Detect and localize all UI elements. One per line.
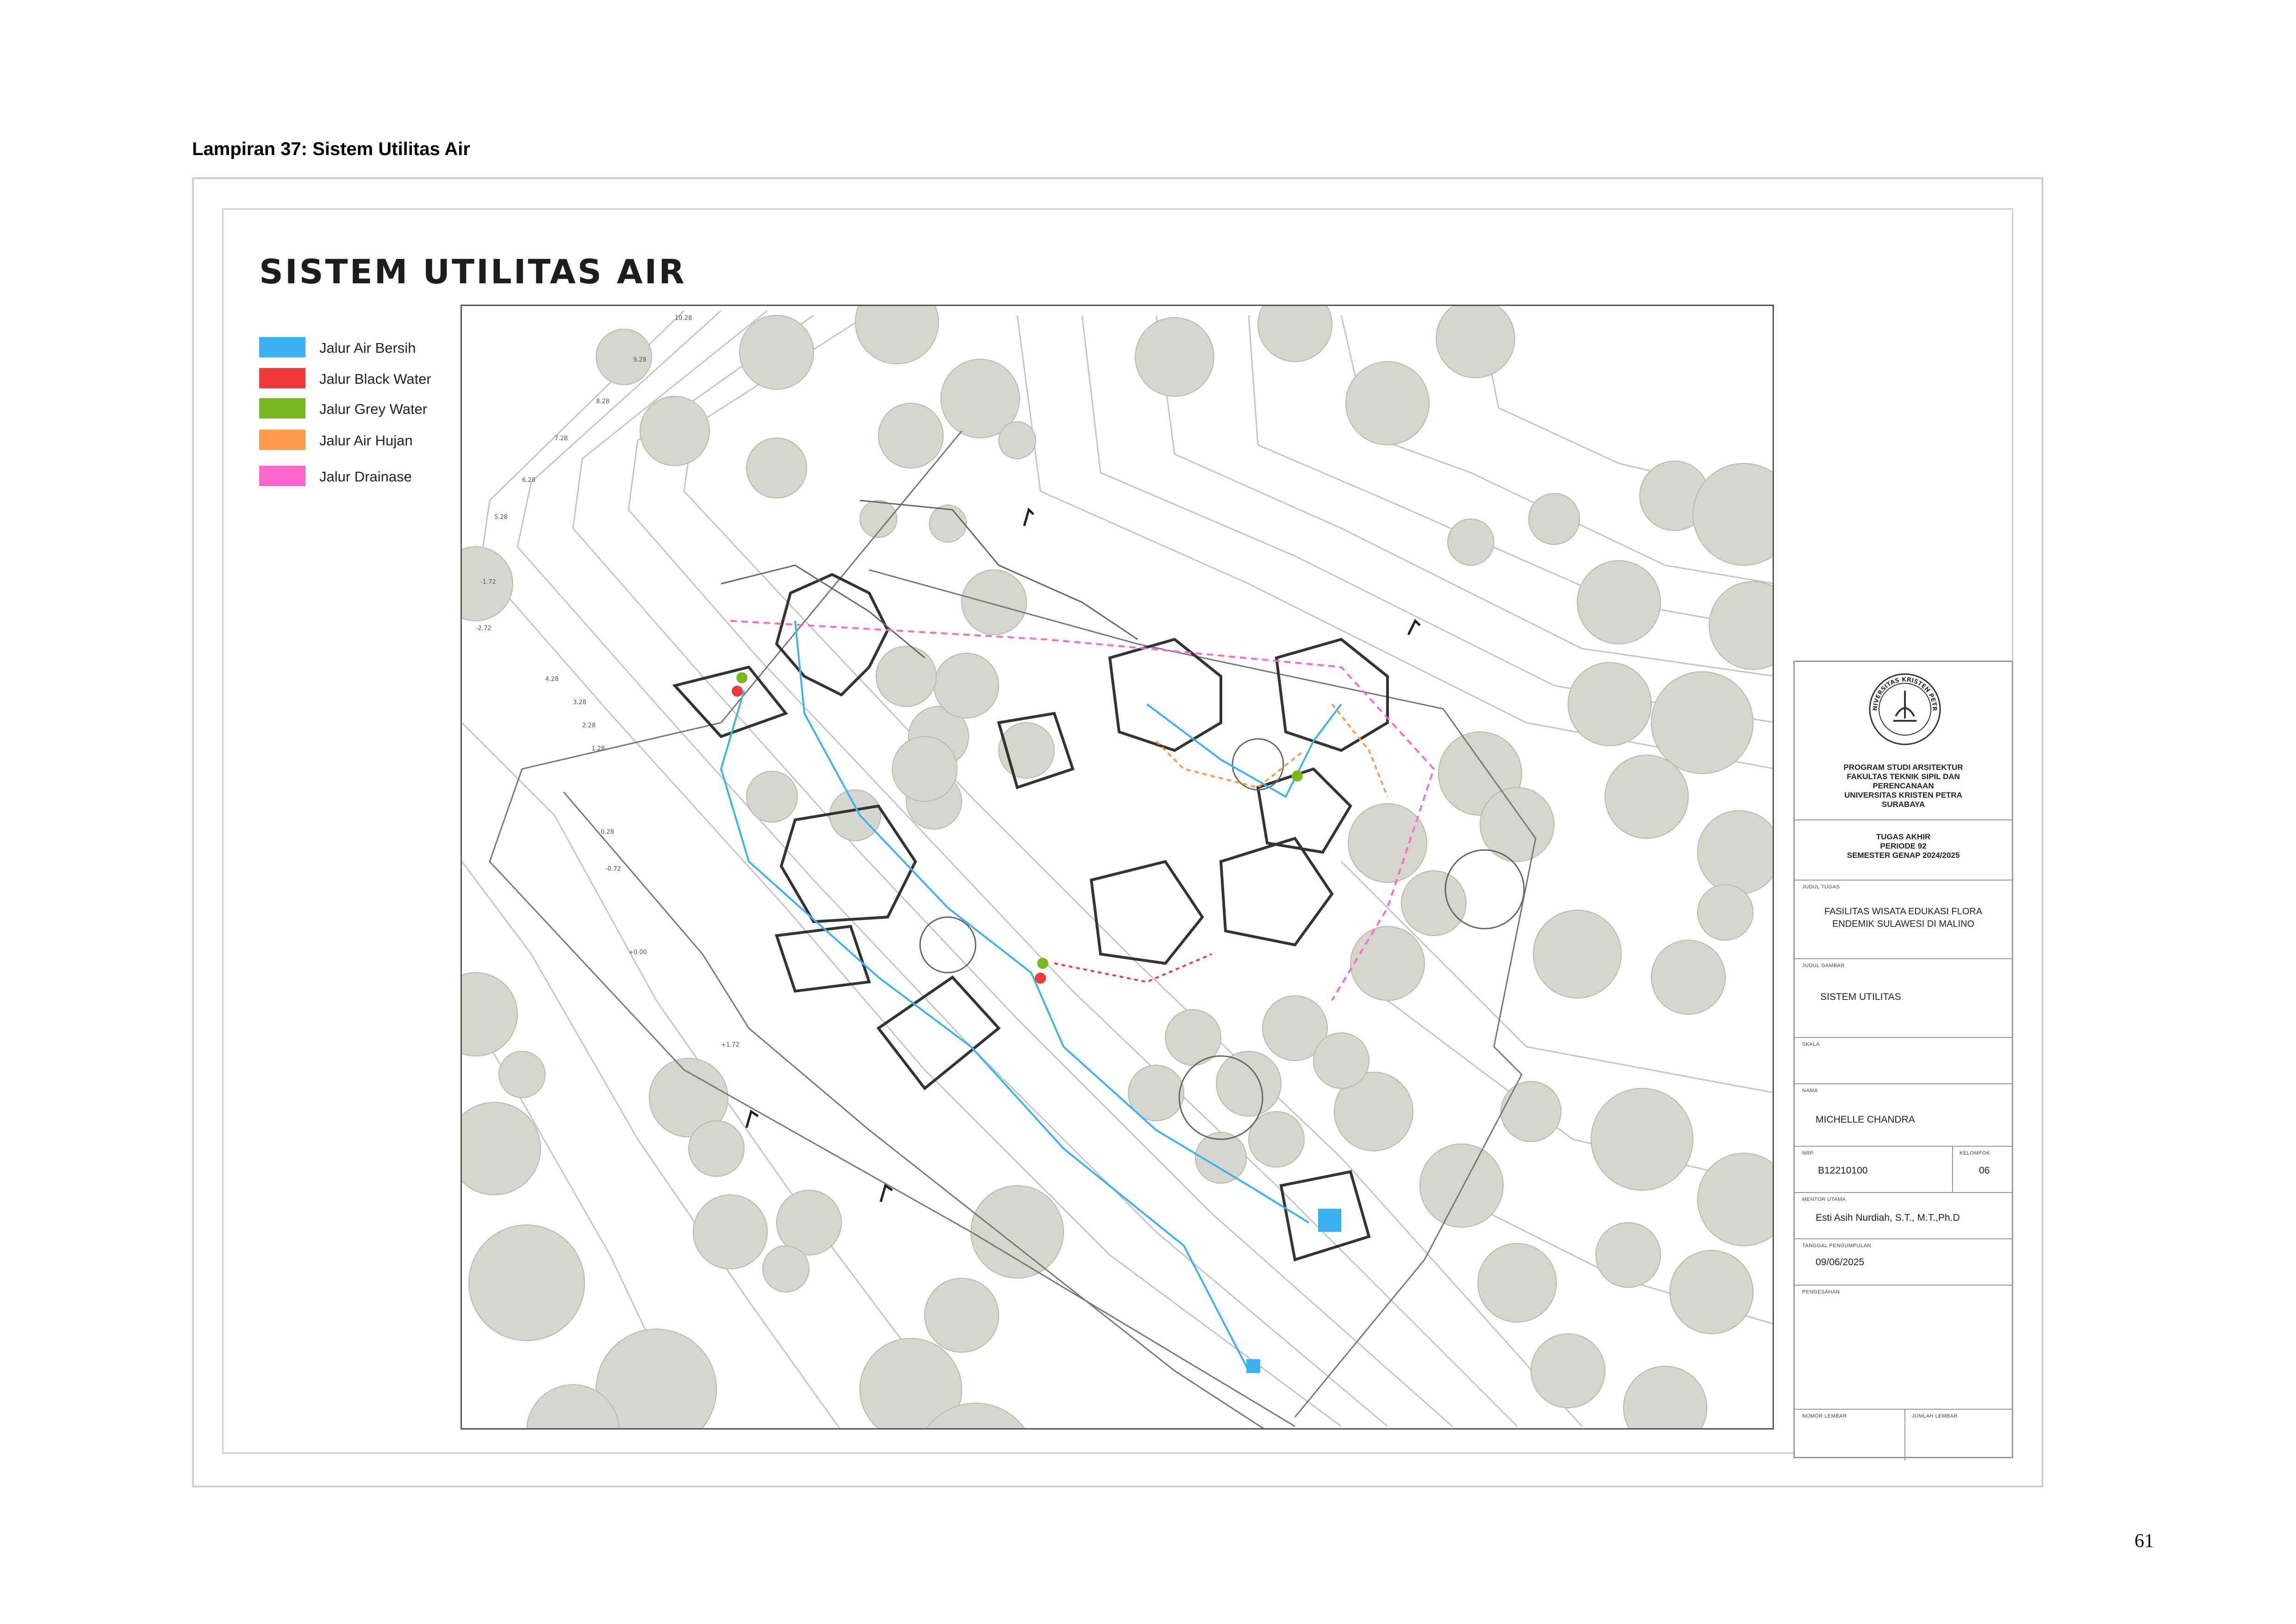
project-section <box>1795 880 2012 958</box>
name-label: NAMA <box>1802 1088 1818 1093</box>
appendix-caption: Lampiran 37: Sistem Utilitas Air <box>192 139 470 159</box>
drawing-title-section <box>1795 958 2012 1037</box>
legend-swatch <box>259 430 305 450</box>
svg-text:2.28: 2.28 <box>582 722 596 729</box>
legend-swatch <box>259 466 305 486</box>
institution-line-5: SURABAYA <box>1881 800 1925 809</box>
svg-text:8.28: 8.28 <box>596 398 610 405</box>
date-section <box>1795 1238 2012 1285</box>
project-line-1: FASILITAS WISATA EDUKASI FLORA <box>1824 906 1983 917</box>
svg-text:+0.00: +0.00 <box>628 949 647 956</box>
title-block <box>1793 661 2013 1458</box>
svg-text:-2.72: -2.72 <box>476 625 492 632</box>
legend-label: Jalur Air Bersih <box>319 340 416 356</box>
nrp-label: NRP <box>1802 1150 1814 1156</box>
legend-label: Jalur Grey Water <box>319 401 428 417</box>
legend-swatch <box>259 368 305 388</box>
legend-swatch <box>259 337 305 357</box>
group-label: KELOMPOK <box>1960 1150 1990 1156</box>
advisor-name: Esti Asih Nurdiah, S.T., M.T.,Ph.D <box>1816 1212 1960 1223</box>
site-plan-drawing <box>462 306 1774 1430</box>
drawing-title: SISTEM UTILITAS <box>1820 992 1901 1002</box>
institution-line-1: PROGRAM STUDI ARSITEKTUR <box>1843 763 1963 772</box>
student-name: MICHELLE CHANDRA <box>1816 1114 1915 1125</box>
student-nrp: B12210100 <box>1818 1165 1868 1176</box>
svg-text:6.28: 6.28 <box>522 477 535 484</box>
institution-line-4: UNIVERSITAS KRISTEN PETRA <box>1844 791 1962 800</box>
site-plan <box>460 305 1774 1430</box>
svg-text:1.28: 1.28 <box>591 745 605 752</box>
svg-text:7.28: 7.28 <box>554 435 568 442</box>
approval-section <box>1795 1285 2012 1409</box>
svg-text:UNIVERSITAS KRISTEN PETRA: NIVERSITAS KRISTEN PETR <box>1872 676 1938 712</box>
sheet-number-section <box>1795 1409 2012 1460</box>
advisor-section <box>1795 1192 2012 1238</box>
page-number: 61 <box>2134 1530 2154 1552</box>
university-logo <box>1868 672 1942 746</box>
legend-label: Jalur Black Water <box>319 371 431 387</box>
name-section <box>1795 1083 2012 1146</box>
tb-vertical-divider <box>1952 1147 1953 1193</box>
institution-line-3: PERENCANAAN <box>1873 781 1934 790</box>
scale-section <box>1795 1037 2012 1083</box>
svg-text:+1.72: +1.72 <box>721 1042 740 1049</box>
scale-label: SKALA <box>1802 1042 1820 1047</box>
tb-vertical-divider <box>1904 1410 1905 1461</box>
sheet-title: SISTEM UTILITAS AIR <box>259 252 686 291</box>
drawing-title-label: JUDUL GAMBAR <box>1802 963 1845 968</box>
date-label: TANGGAL PENGUMPULAN <box>1802 1243 1871 1249</box>
svg-text:-1.72: -1.72 <box>480 579 496 586</box>
north-arrows <box>747 510 1420 1202</box>
sheet-count-label: JUMLAH LEMBAR <box>1912 1413 1958 1419</box>
approval-label: PENGESAHAN <box>1802 1289 1840 1295</box>
svg-text:-0.72: -0.72 <box>605 866 621 873</box>
legend-swatch <box>259 398 305 418</box>
legend-label: Jalur Air Hujan <box>319 432 413 449</box>
svg-text:3.28: 3.28 <box>573 699 586 706</box>
contour-lines <box>462 311 1774 1430</box>
legend-label: Jalur Drainase <box>319 468 412 485</box>
institution-line-2: FAKULTAS TEKNIK SIPIL DAN <box>1847 772 1960 781</box>
project-label: JUDUL TUGAS <box>1802 884 1840 890</box>
course-line-2: PERIODE 92 <box>1880 842 1927 850</box>
svg-text:5.28: 5.28 <box>494 514 508 521</box>
submission-date: 09/06/2025 <box>1816 1257 1865 1268</box>
advisor-label: MENTOR UTAMA <box>1802 1197 1846 1202</box>
sheet-number-label: NOMOR LEMBAR <box>1802 1413 1847 1419</box>
svg-text:9.28: 9.28 <box>633 356 647 363</box>
course-line-1: TUGAS AKHIR <box>1876 832 1931 841</box>
svg-text:4.28: 4.28 <box>545 676 559 683</box>
svg-text:10.28: 10.28 <box>675 315 692 322</box>
tb-divider <box>1795 819 2012 820</box>
course-line-3: SEMESTER GENAP 2024/2025 <box>1847 851 1960 860</box>
group-number: 06 <box>1979 1165 1990 1176</box>
project-line-2: ENDEMIK SULAWESI DI MALINO <box>1832 919 1975 929</box>
nrp-section <box>1795 1146 2012 1192</box>
svg-text:0.28: 0.28 <box>601 829 614 836</box>
